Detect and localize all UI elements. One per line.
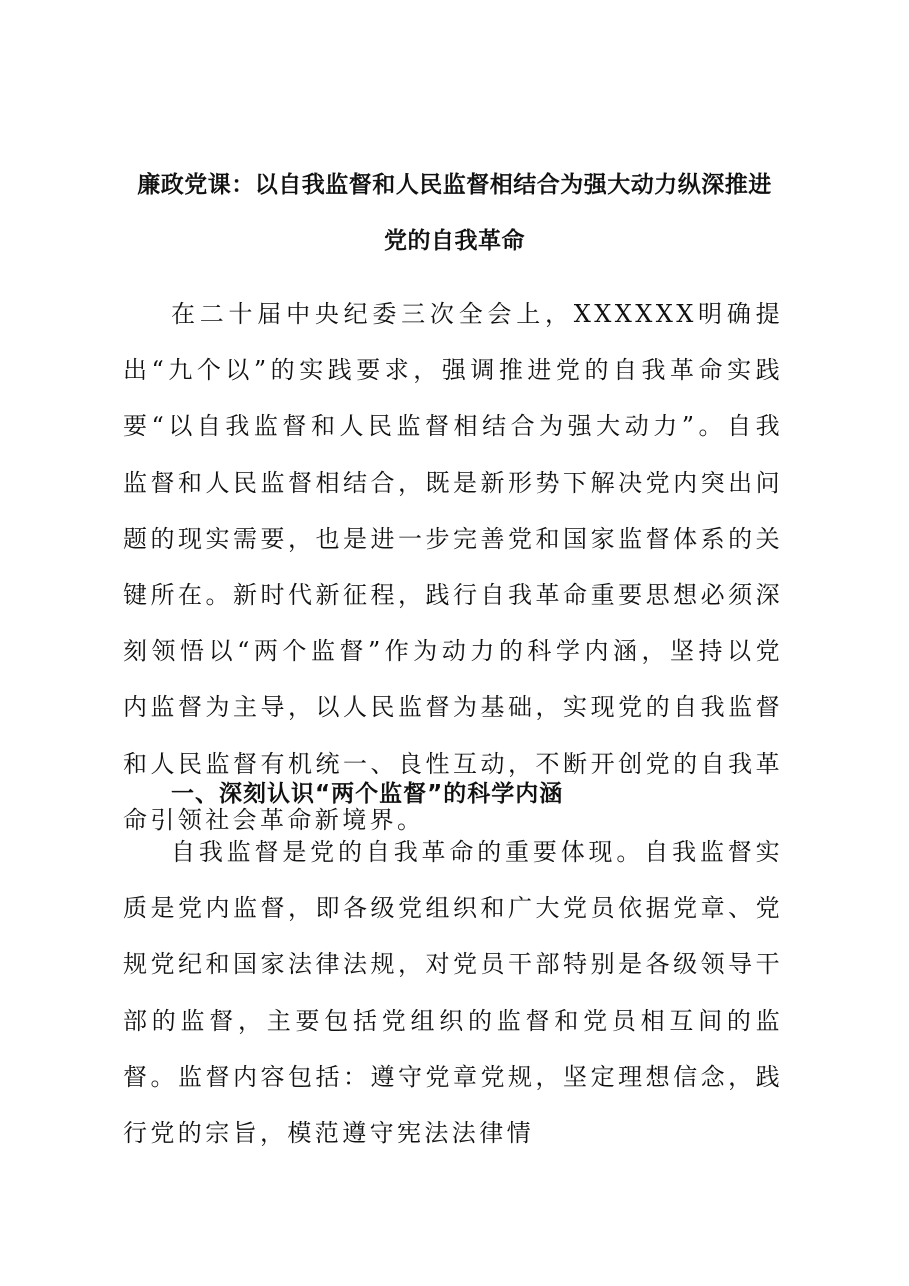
paragraph-intro: 在二十届中央纪委三次全会上，XXXXXX明确提出“九个以”的实践要求，强调推进党的自我革命实践要“以自我监督和人民监督相结合为强大动力”。自我监督和人民监督相结合，既是新形势下解决党内突出问题的现实需要，也是进一步完善党和国家监督体系的关键所在。新时代新征程，践行自我革命重要思想必须深刻领悟以“两个监督”作为动力的科学内涵，坚持以党内监督为主导，以人民监督为基础，实现党的自我监督和人民监督有机统一、良性互动，不断开创党的自我革命引领社会革命新境界。 bbox=[123, 300, 783, 834]
document-title-line-1: 廉政党课：以自我监督和人民监督相结合为强大动力纵深推进 bbox=[137, 172, 772, 198]
paragraph-self-supervision: 自我监督是党的自我革命的重要体现。自我监督实质是党内监督，即各级党组织和广大党员依据党章、党规党纪和国家法律法规，对党员干部特别是各级领导干部的监督，主要包括党组织的监督和党员相互间的监督。监督内容包括：遵守党章党规，坚定理想信念，践行党的宗旨，模范遵守宪法法律情 bbox=[123, 838, 783, 1148]
document-title-line-2: 党的自我革命 bbox=[384, 228, 525, 254]
section-heading-1: 一、深刻认识“两个监督”的科学内涵 bbox=[171, 781, 564, 807]
